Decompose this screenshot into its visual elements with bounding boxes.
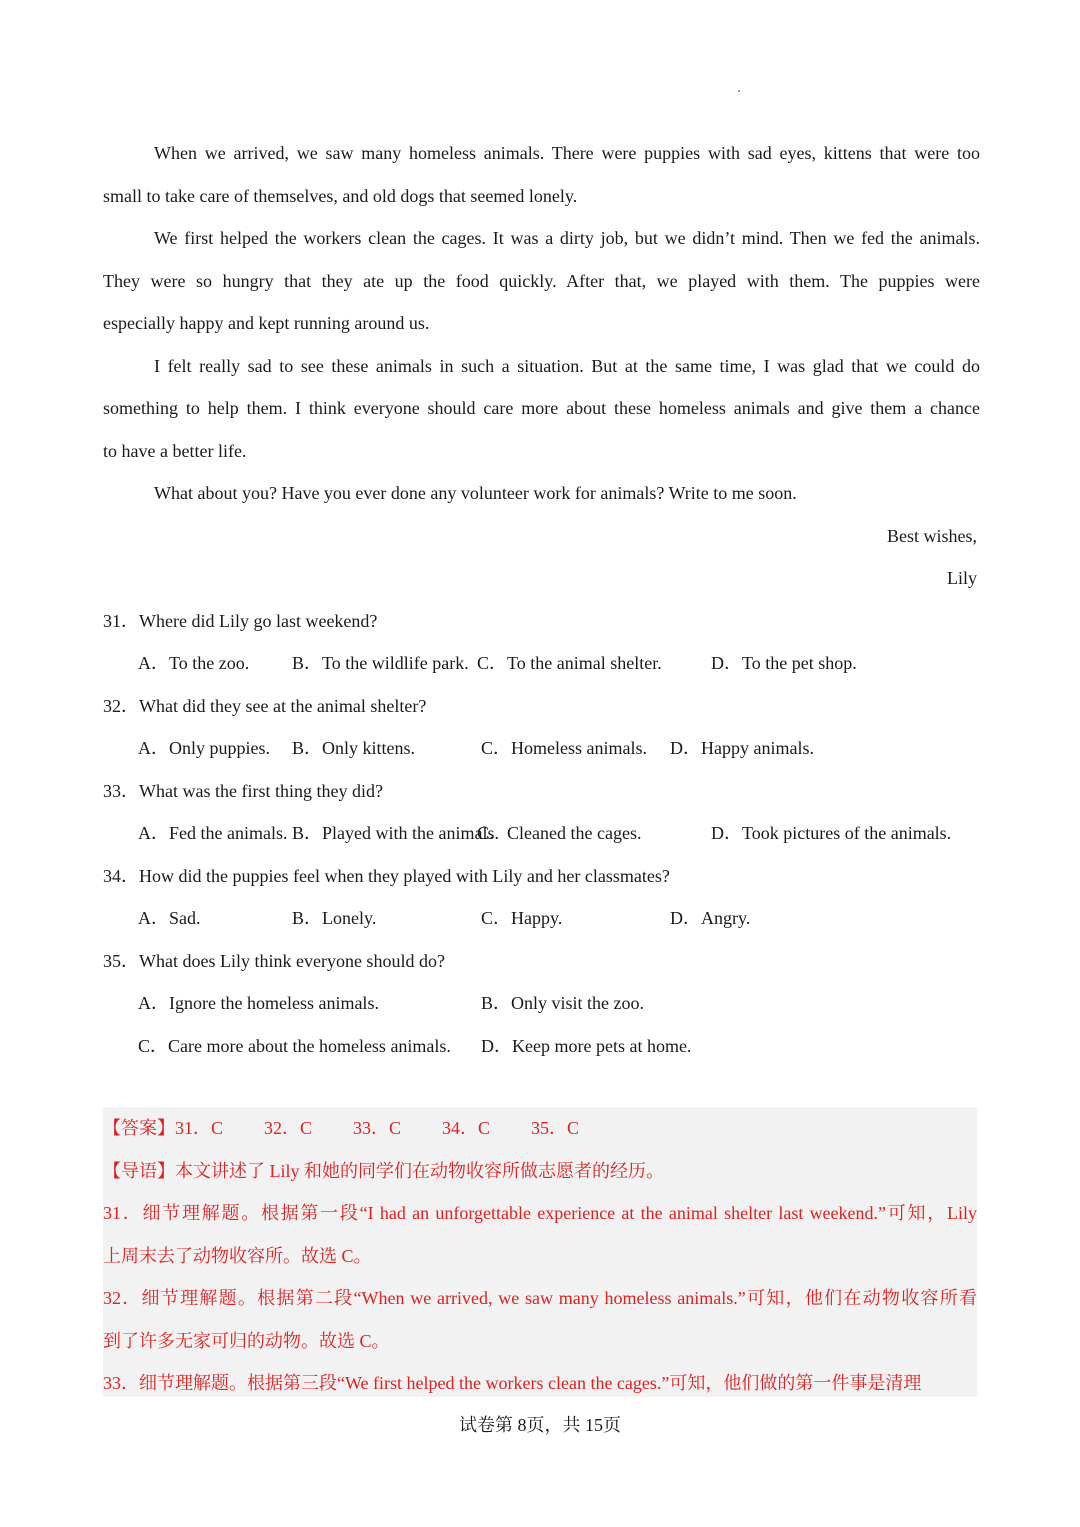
passage-p5: What about you? Have you ever done any volunteer work for animals? Write to me soon. xyxy=(154,483,797,503)
page-footer: 试卷第 8页，共 15页 xyxy=(459,1415,621,1435)
question-32-stem: 32．What did they see at the animal shelter? xyxy=(103,695,427,716)
answer-key-34: 34．C xyxy=(442,1118,491,1138)
question-32-options xyxy=(103,727,980,770)
q31-option-a: A．To the zoo. xyxy=(138,653,250,673)
question-34-options xyxy=(103,897,980,940)
passage-and-questions xyxy=(103,132,980,1067)
q35-option-c: C．Care more about the homeless animals. xyxy=(138,1035,451,1056)
question-33-options xyxy=(103,812,980,855)
q35-option-b: B．Only visit the zoo. xyxy=(481,993,644,1013)
answer-key-32: 32．C xyxy=(264,1118,313,1138)
question-34-stem: 34．How did the puppies feel when they played with Lily and her classmates? xyxy=(103,865,670,886)
letter-signature: Lily xyxy=(947,568,977,588)
passage-p2-line2: small to take care of themselves, and old dogs that seemed lonely. xyxy=(103,185,578,206)
q34-option-b: B．Lonely. xyxy=(292,908,377,928)
q33-option-a: A．Fed the animals. xyxy=(138,823,288,843)
q31-option-d: D．To the pet shop. xyxy=(711,653,857,673)
scan-dot xyxy=(738,90,740,92)
passage-p4-line2: something to help them. I think everyone should care more about these homeless animals and give them a chance xyxy=(103,398,980,418)
question-35-stem: 35．What does Lily think everyone should do? xyxy=(103,950,445,971)
answer-key-31: 31．C xyxy=(175,1118,224,1138)
q32-option-a: A．Only puppies. xyxy=(138,738,270,758)
q35-option-a: A．Ignore the homeless animals. xyxy=(138,993,379,1013)
answer-keys xyxy=(103,1107,977,1150)
q33-option-d: D．Took pictures of the animals. xyxy=(711,823,952,843)
answer-key-33: 33．C xyxy=(353,1118,402,1138)
passage-p3-line1: We first helped the workers clean the cages. It was a dirty job, but we didn’t mind. Then we fed the animals. xyxy=(154,228,980,248)
passage-p3-line2: They were so hungry that they ate up the food quickly. After that, we played with them. The puppies were xyxy=(103,270,980,291)
passage-p4-line3: to have a better life. xyxy=(103,440,247,461)
q31-option-c: C．To the animal shelter. xyxy=(477,653,662,673)
q32-option-d: D．Happy animals. xyxy=(670,738,814,758)
answer-explanation-box xyxy=(103,1107,977,1397)
question-31-stem: 31．Where did Lily go last weekend? xyxy=(103,610,378,631)
letter-closing: Best wishes, xyxy=(887,525,977,546)
q32-option-c: C．Homeless animals. xyxy=(481,738,647,758)
explanation-31-line2: 上周末去了动物收容所。故选 C。 xyxy=(103,1245,372,1266)
passage-p4-line1: I felt really sad to see these animals in such a situation. But at the same time, I was glad that we could do xyxy=(154,355,980,376)
question-33-stem: 33．What was the first thing they did? xyxy=(103,780,383,801)
question-35-options-ab xyxy=(103,982,980,1025)
q33-option-b: B．Played with the animals. xyxy=(292,823,499,843)
answer-key-35: 35．C xyxy=(531,1118,580,1138)
q34-option-c: C．Happy. xyxy=(481,908,563,928)
explanation-31-line1: 31．细节理解题。根据第一段“I had an unforgettable experience at the animal shelter last weekend.”可知，Lily xyxy=(103,1203,977,1223)
passage-p3-line3: especially happy and kept running around us. xyxy=(103,313,430,333)
explanation-32-line1: 32．细节理解题。根据第二段“When we arrived, we saw many homeless animals.”可知，他们在动物收容所看 xyxy=(103,1288,977,1308)
explanation-33-line1: 33．细节理解题。根据第三段“We first helped the workers clean the cages.”可知，他们做的第一件事是清理 xyxy=(103,1373,922,1393)
answer-intro: 【导语】本文讲述了 Lily 和她的同学们在动物收容所做志愿者的经历。 xyxy=(103,1160,664,1181)
q34-option-a: A．Sad. xyxy=(138,908,201,928)
q35-option-d: D．Keep more pets at home. xyxy=(481,1035,692,1056)
passage-p2-line1: When we arrived, we saw many homeless animals. There were puppies with sad eyes, kittens that were too xyxy=(154,143,980,163)
answer-label: 【答案】 xyxy=(103,1118,175,1138)
q31-option-b: B．To the wildlife park. xyxy=(292,653,469,673)
question-35-options-cd xyxy=(103,1025,980,1068)
q32-option-b: B．Only kittens. xyxy=(292,738,416,758)
question-31-options xyxy=(103,642,980,685)
explanation-32-line2: 到了许多无家可归的动物。故选 C。 xyxy=(103,1330,390,1351)
q33-option-c: C．Cleaned the cages. xyxy=(477,823,642,843)
q34-option-d: D．Angry. xyxy=(670,908,751,928)
